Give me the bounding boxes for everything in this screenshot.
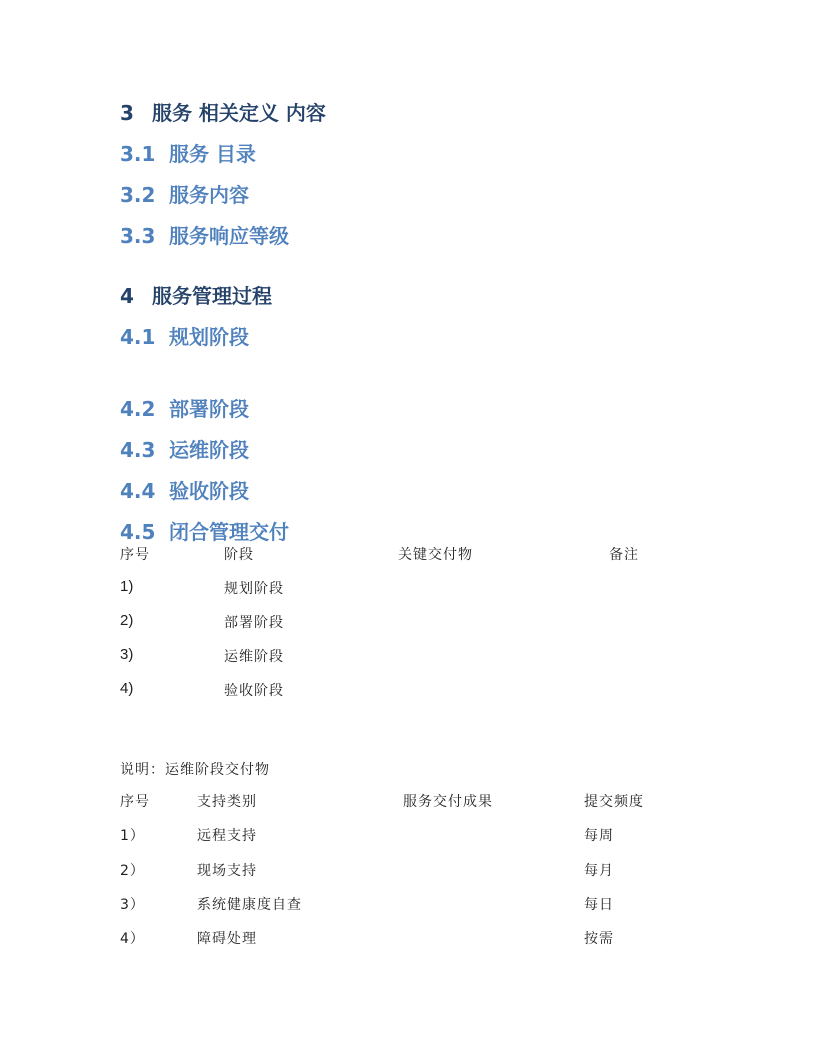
row-phase: 运维阶段 [224, 649, 284, 665]
heading-text: 运维阶段 [168, 438, 249, 462]
row-index: 3) [120, 646, 134, 663]
header-cell-frequency: 提交频度 [584, 794, 644, 810]
heading-text: 规划阶段 [168, 325, 249, 349]
header-cell-result: 服务交付成果 [403, 794, 493, 810]
row-frequency: 按需 [584, 931, 614, 947]
heading-3-2 [120, 179, 249, 208]
heading-number: 4.4 [120, 479, 156, 503]
row-index: 1) [120, 578, 134, 595]
heading-text: 服务响应等级 [168, 224, 289, 248]
heading-4 [120, 280, 272, 309]
row-index: 1） [120, 828, 145, 844]
heading-4-5 [120, 516, 289, 545]
row-phase: 规划阶段 [224, 581, 284, 597]
heading-4-4 [120, 475, 249, 504]
row-category: 现场支持 [197, 863, 257, 879]
heading-number: 4.5 [120, 520, 156, 544]
heading-3-1 [120, 138, 256, 167]
row-frequency: 每周 [584, 828, 614, 844]
heading-3 [120, 97, 326, 126]
heading-text: 服务内容 [168, 183, 249, 207]
heading-4-2 [120, 393, 249, 422]
row-frequency: 每月 [584, 863, 614, 879]
header-cell-index: 序号 [120, 794, 150, 810]
heading-number: 3 [120, 101, 134, 125]
row-index: 2） [120, 863, 145, 879]
row-frequency: 每日 [584, 897, 614, 913]
header-cell-remark: 备注 [609, 547, 639, 563]
heading-3-3 [120, 220, 289, 249]
heading-text: 服务 目录 [168, 142, 256, 166]
heading-4-1 [120, 321, 249, 350]
heading-text: 部署阶段 [168, 397, 249, 421]
row-index: 3） [120, 897, 145, 913]
heading-number: 4.1 [120, 325, 156, 349]
header-cell-category: 支持类别 [197, 794, 257, 810]
heading-number: 4.2 [120, 397, 156, 421]
row-index: 4） [120, 931, 145, 947]
header-cell-phase: 阶段 [224, 547, 254, 563]
row-category: 系统健康度自查 [197, 897, 302, 913]
header-cell-deliverable: 关键交付物 [398, 547, 473, 563]
row-category: 远程支持 [197, 828, 257, 844]
note-text: 说明：运维阶段交付物 [120, 762, 270, 778]
heading-text: 验收阶段 [168, 479, 249, 503]
heading-4-3 [120, 434, 249, 463]
header-cell-index: 序号 [120, 547, 150, 563]
heading-text: 服务管理过程 [151, 284, 272, 308]
heading-number: 4 [120, 284, 134, 308]
row-phase: 部署阶段 [224, 615, 284, 631]
row-category: 障碍处理 [197, 931, 257, 947]
heading-text: 闭合管理交付 [168, 520, 289, 544]
row-index: 2) [120, 612, 134, 629]
heading-number: 3.1 [120, 142, 156, 166]
row-phase: 验收阶段 [224, 683, 284, 699]
heading-text: 服务 相关定义 内容 [151, 101, 326, 125]
heading-number: 3.2 [120, 183, 156, 207]
heading-number: 3.3 [120, 224, 156, 248]
heading-number: 4.3 [120, 438, 156, 462]
row-index: 4) [120, 680, 134, 697]
